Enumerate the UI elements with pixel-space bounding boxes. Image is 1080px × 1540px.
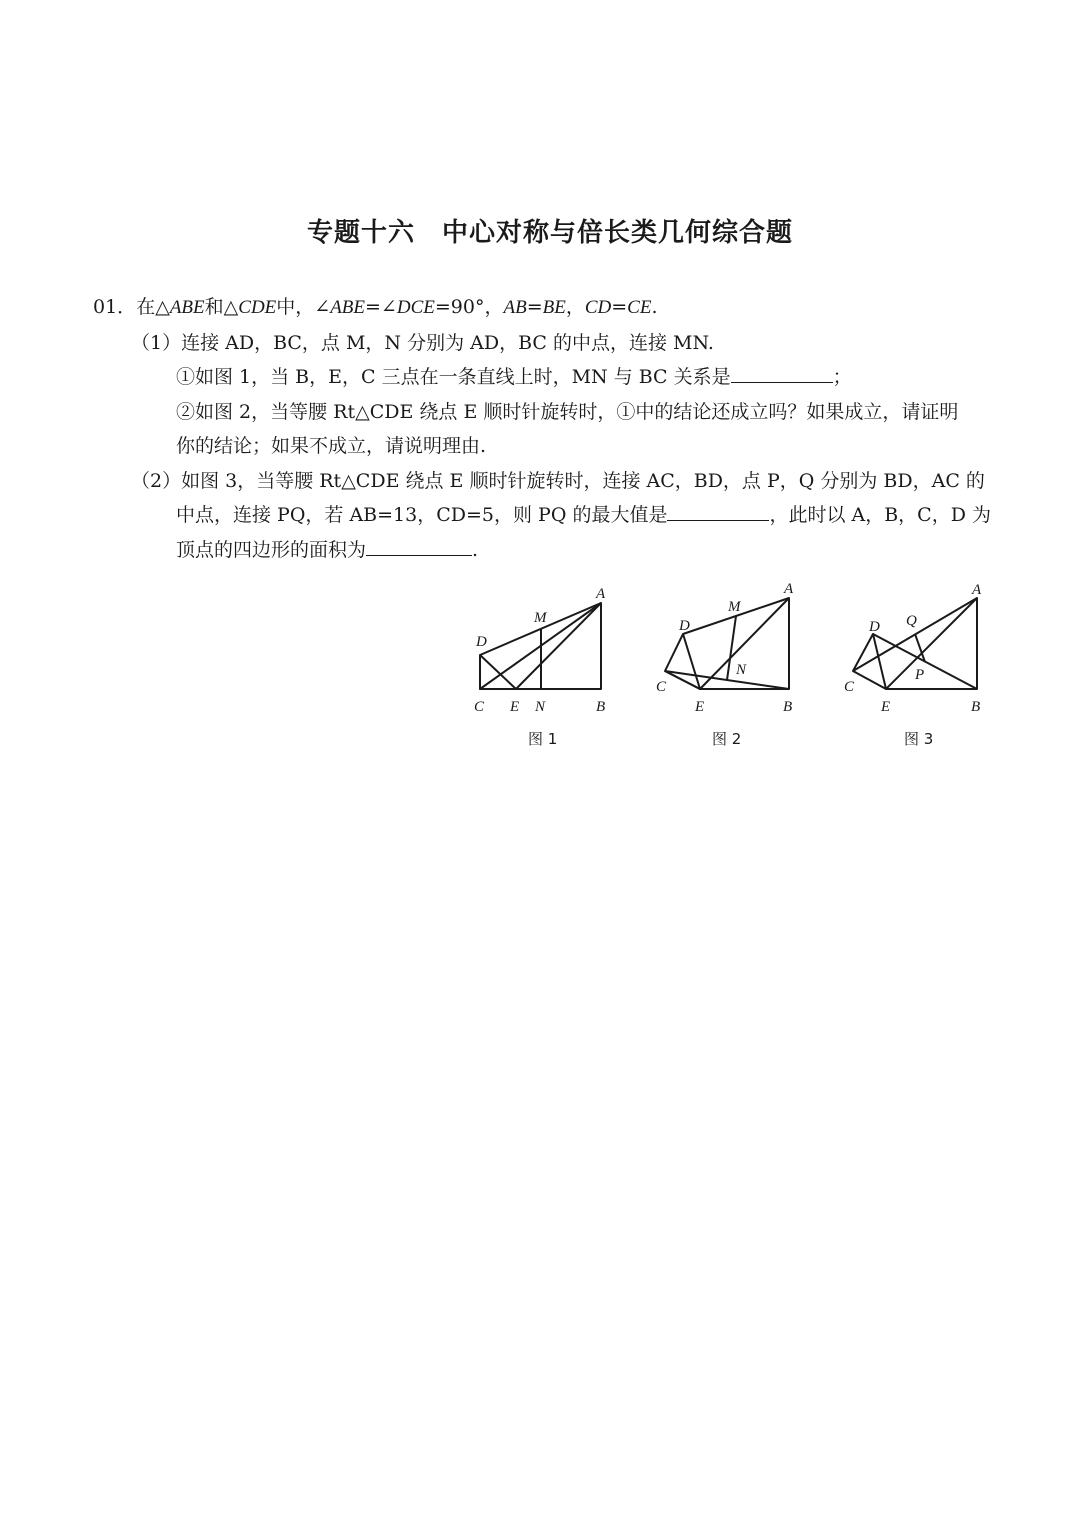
part1-intro: （1）连接 AD，BC，点 M，N 分别为 AD，BC 的中点，连接 MN. (131, 331, 714, 354)
fig1-label-d: D (476, 634, 487, 650)
fig1-triangle-cde (480, 655, 516, 689)
fig1-caption: 图 1 (528, 730, 558, 748)
fig2-label-c: C (656, 679, 667, 695)
part2-line2: 中点，连接 PQ，若 AB=13，CD=5，则 PQ 的最大值是 ，此时以 A，B，C，D 为 (93, 498, 1023, 533)
answer-blank-3[interactable] (366, 533, 472, 556)
fig2-label-m: M (728, 599, 741, 615)
figure-2 (656, 581, 794, 748)
fig3-label-e: E (881, 699, 891, 715)
fig2-label-e: E (695, 699, 705, 715)
part1-question2-line2: 你的结论；如果不成立，请说明理由. (176, 435, 487, 457)
figure-1 (474, 586, 606, 748)
fig2-label-a: A (784, 581, 794, 597)
fig1-label-a: A (596, 586, 606, 602)
fig3-label-c: C (844, 679, 855, 695)
fig3-caption: 图 3 (904, 730, 934, 748)
fig3-label-d: D (869, 619, 880, 635)
part1-question2-line1: ②如图 2，当等腰 Rt△CDE 绕点 E 顺时针旋转时，①中的结论还成立吗？如果成立，请证明 (176, 400, 959, 423)
fig1-label-c: C (474, 699, 485, 715)
answer-blank-1[interactable] (731, 360, 833, 383)
fig2-caption: 图 2 (712, 730, 742, 748)
answer-blank-2[interactable] (667, 498, 769, 521)
figure-3 (844, 582, 982, 748)
fig1-segment-ae (516, 603, 601, 689)
problem-number: 01． (93, 296, 137, 318)
fig2-segment-mn (727, 616, 736, 680)
fig1-label-b: B (596, 699, 606, 715)
fig3-label-b: B (971, 699, 981, 715)
figures-area (460, 578, 1020, 758)
problem-01 (93, 290, 1023, 567)
geometry-figures (460, 578, 1020, 758)
fig2-label-d: D (679, 618, 690, 634)
fig1-label-m: M (534, 610, 547, 626)
problem-stem: 01．在△ABE和△CDE中，∠ABE=∠DCE=90°，AB=BE，CD=CE. (93, 296, 658, 318)
fig3-label-p: P (915, 667, 925, 683)
part2-line3: 顶点的四边形的面积为 . (93, 533, 1023, 568)
part1-question1: ①如图 1，当 B，E，C 三点在一条直线上时，MN 与 BC 关系是 ； (93, 360, 1023, 395)
fig3-label-a: A (972, 582, 982, 598)
page-title: 专题十六 中心对称与倍长类几何综合题 (306, 218, 793, 248)
fig1-label-e: E (510, 699, 520, 715)
part2-line1: （2）如图 3，当等腰 Rt△CDE 绕点 E 顺时针旋转时，连接 AC，BD，点 P，Q 分别为 BD，AC 的 (131, 469, 985, 492)
fig1-label-n: N (535, 699, 546, 715)
fig2-label-n: N (736, 662, 747, 678)
fig2-label-b: B (783, 699, 793, 715)
fig3-label-q: Q (906, 613, 917, 629)
